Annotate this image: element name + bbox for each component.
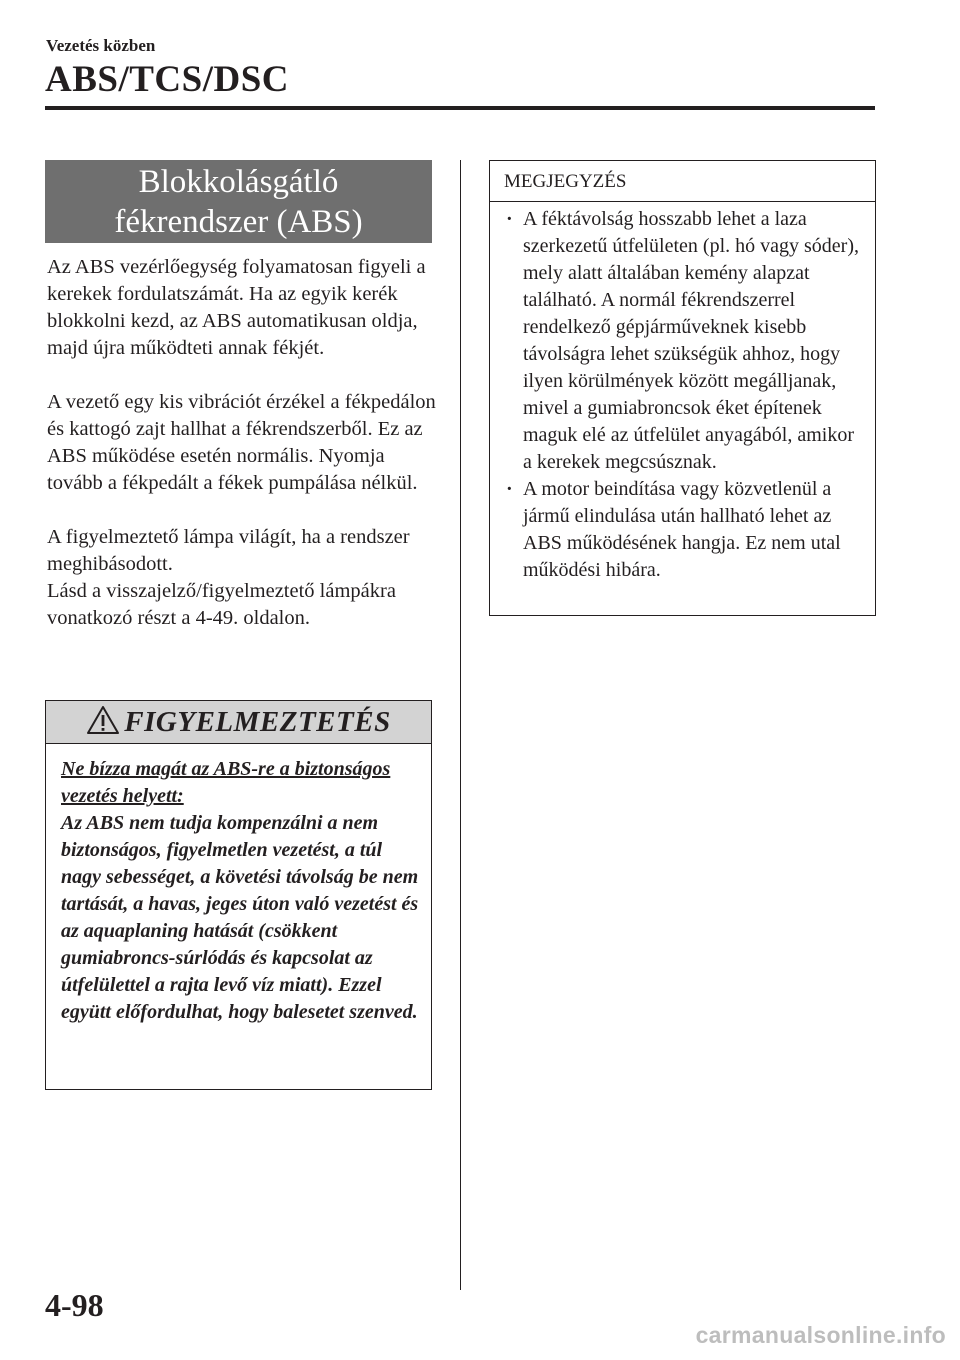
note-list bbox=[490, 202, 875, 584]
body-paragraph: A figyelmeztető lámpa világít, ha a rendszer meghibásodott. bbox=[47, 526, 410, 575]
chapter-label: Vezetés közben bbox=[46, 36, 156, 55]
topic-title-line2: fékrendszer (ABS) bbox=[114, 204, 363, 240]
header-rule bbox=[45, 106, 875, 110]
warning-header bbox=[46, 701, 431, 744]
warning-box bbox=[45, 700, 432, 1090]
section-title: ABS/TCS/DSC bbox=[45, 59, 290, 100]
body-paragraph: Lásd a visszajelző/figyelmeztető lámpákra vonatkozó részt a 4-49. oldalon. bbox=[47, 580, 396, 629]
note-item: · A motor beindítása vagy közvetlenül a jármű elindulása után hallható lehet az ABS működésének hangja. Ez nem utal működési hibára. bbox=[504, 476, 867, 584]
note-title: MEGJEGYZÉS bbox=[490, 161, 875, 202]
warning-lead: Ne bízza magát az ABS-re a biztonságos vezetés helyett: bbox=[61, 758, 391, 807]
note-box bbox=[489, 160, 876, 616]
note-item: · A féktávolság hosszabb lehet a laza szerkezetű útfelületen (pl. hó vagy sóder), mely alatt általában kemény alapzat található. A normál fékrendszerrel rendelkező gépjárműveknek kisebb távolságra lehet szükségük ahhoz, hogy ilyen körülmények között megálljanak, mivel a gumiabroncsok éket építenek maguk elé az útfelület anyagából, amikor a kerekek megcsúsznak. bbox=[504, 206, 867, 476]
warning-text: Az ABS nem tudja kompenzálni a nem biztonságos, figyelmetlen vezetést, a túl nagy sebességet, a követési távolság be nem tartását, a havas, jeges úton való vezetést és az aquaplaning hatását (csökkent gumiabroncs-súrlódás és kapcsolat az útfelülettel a rajta levő víz miatt). Ezzel együtt előfordulhat, hogy balesetet szenved. bbox=[61, 812, 419, 1023]
warning-triangle-icon bbox=[86, 705, 120, 740]
body-paragraph: Az ABS vezérlőegység folyamatosan figyeli a kerekek fordulatszámát. Ha az egyik kerék blokkolni kezd, az ABS automatikusan oldja, majd újra működteti annak fékjét. bbox=[47, 256, 426, 359]
topic-title-line1: Blokkolásgátló bbox=[138, 164, 339, 200]
body-text bbox=[47, 254, 439, 659]
topic-title-box bbox=[45, 160, 432, 243]
page-number: 4-98 bbox=[45, 1287, 104, 1323]
body-paragraph: A vezető egy kis vibrációt érzékel a fékpedálon és kattogó zajt hallhat a fékrendszerből. Ez az ABS működése esetén normális. Nyomja tovább a fékpedált a fékek pumpálása nélkül. bbox=[47, 391, 436, 494]
warning-body bbox=[46, 744, 431, 1026]
warning-title: FIGYELMEZTETÉS bbox=[124, 705, 391, 738]
column-divider bbox=[460, 160, 461, 1290]
watermark: carmanualsonline.info bbox=[695, 1322, 946, 1348]
